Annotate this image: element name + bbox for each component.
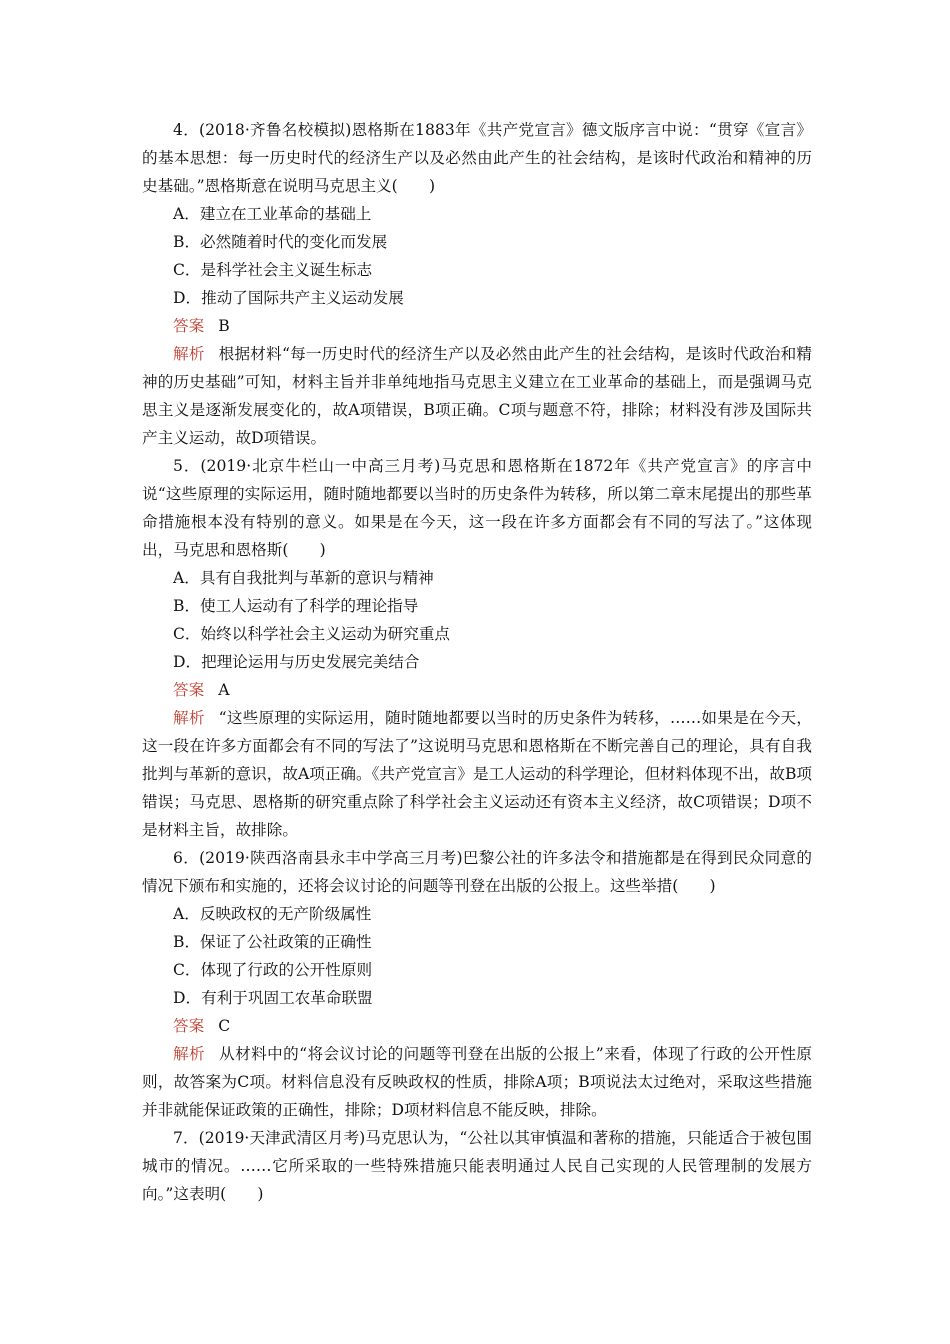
analysis-line (142, 340, 812, 452)
question-stem: 7．(2019·天津武清区月考)马克思认为，“公社以其审慎温和著称的措施，只能适合于被包围城市的情况。……它所采取的一些特殊措施只能表明通过人民自己实现的人民管理制的发展方向。”这表明( ) (142, 1129, 812, 1203)
answer-label: 答案 (173, 681, 205, 699)
answer-line (142, 312, 812, 340)
analysis-line (142, 1040, 812, 1124)
answer-label: 答案 (173, 317, 205, 335)
question-4 (142, 116, 812, 452)
answer-value: C (218, 1017, 231, 1035)
document-page (142, 116, 812, 1208)
option-c: C．是科学社会主义诞生标志 (173, 261, 373, 279)
question-6 (142, 844, 812, 1124)
option-b: B．必然随着时代的变化而发展 (173, 233, 388, 251)
option-d: D．推动了国际共产主义运动发展 (173, 289, 404, 307)
option-a: A．反映政权的无产阶级属性 (173, 905, 372, 923)
analysis-label: 解析 (173, 709, 205, 727)
option-a: A．建立在工业革命的基础上 (173, 205, 372, 223)
analysis-label: 解析 (173, 345, 205, 363)
analysis-text: 从材料中的“将会议讨论的问题等刊登在出版的公报上”来看，体现了行政的公开性原则，故答案为C项。材料信息没有反映政权的性质，排除A项；B项说法太过绝对，采取这些措施并非就能保证政策的正确性，排除；D项材料信息不能反映，排除。 (142, 1045, 812, 1119)
answer-line (142, 676, 812, 704)
question-stem: 5．(2019·北京牛栏山一中高三月考)马克思和恩格斯在1872年《共产党宣言》的序言中说“这些原理的实际运用，随时随地都要以当时的历史条件为转移，所以第二章末尾提出的那些革命措施根本没有特别的意义。如果是在今天，这一段在许多方面都会有不同的写法了。”这体现出，马克思和恩格斯( ) (142, 457, 812, 559)
option-d: D．把理论运用与历史发展完美结合 (173, 653, 420, 671)
answer-value: B (218, 317, 230, 335)
answer-label: 答案 (173, 1017, 205, 1035)
answer-value: A (218, 681, 230, 699)
option-a: A．具有自我批判与革新的意识与精神 (173, 569, 434, 587)
question-5 (142, 452, 812, 844)
question-stem: 4．(2018·齐鲁名校模拟)恩格斯在1883年《共产党宣言》德文版序言中说：“贯穿《宣言》的基本思想：每一历史时代的经济生产以及必然由此产生的社会结构，是该时代政治和精神的历史基础。”恩格斯意在说明马克思主义( ) (142, 121, 812, 195)
question-7 (142, 1124, 812, 1208)
analysis-text: 根据材料“每一历史时代的经济生产以及必然由此产生的社会结构，是该时代政治和精神的历史基础”可知，材料主旨并非单纯地指马克思主义建立在工业革命的基础上，而是强调马克思主义是逐渐发展变化的，故A项错误，B项正确。C项与题意不符，排除；材料没有涉及国际共产主义运动，故D项错误。 (142, 345, 812, 447)
option-c: C．体现了行政的公开性原则 (173, 961, 373, 979)
option-c: C．始终以科学社会主义运动为研究重点 (173, 625, 451, 643)
option-d: D．有利于巩固工农革命联盟 (173, 989, 373, 1007)
option-b: B．保证了公社政策的正确性 (173, 933, 372, 951)
question-stem: 6．(2019·陕西洛南县永丰中学高三月考)巴黎公社的许多法令和措施都是在得到民众同意的情况下颁布和实施的，还将会议讨论的问题等刊登在出版的公报上。这些举措( ) (142, 849, 812, 895)
analysis-label: 解析 (173, 1045, 206, 1063)
answer-line (142, 1012, 812, 1040)
analysis-text: “这些原理的实际运用，随时随地都要以当时的历史条件为转移，……如果是在今天，这一段在许多方面都会有不同的写法了”这说明马克思和恩格斯在不断完善自己的理论，具有自我批判与革新的意识，故A项正确。《共产党宣言》是工人运动的科学理论，但材料体现不出，故B项错误；马克思、恩格斯的研究重点除了科学社会主义运动还有资本主义经济，故C项错误；D项不是材料主旨，故排除。 (142, 709, 812, 839)
analysis-line (142, 704, 812, 844)
option-b: B．使工人运动有了科学的理论指导 (173, 597, 419, 615)
